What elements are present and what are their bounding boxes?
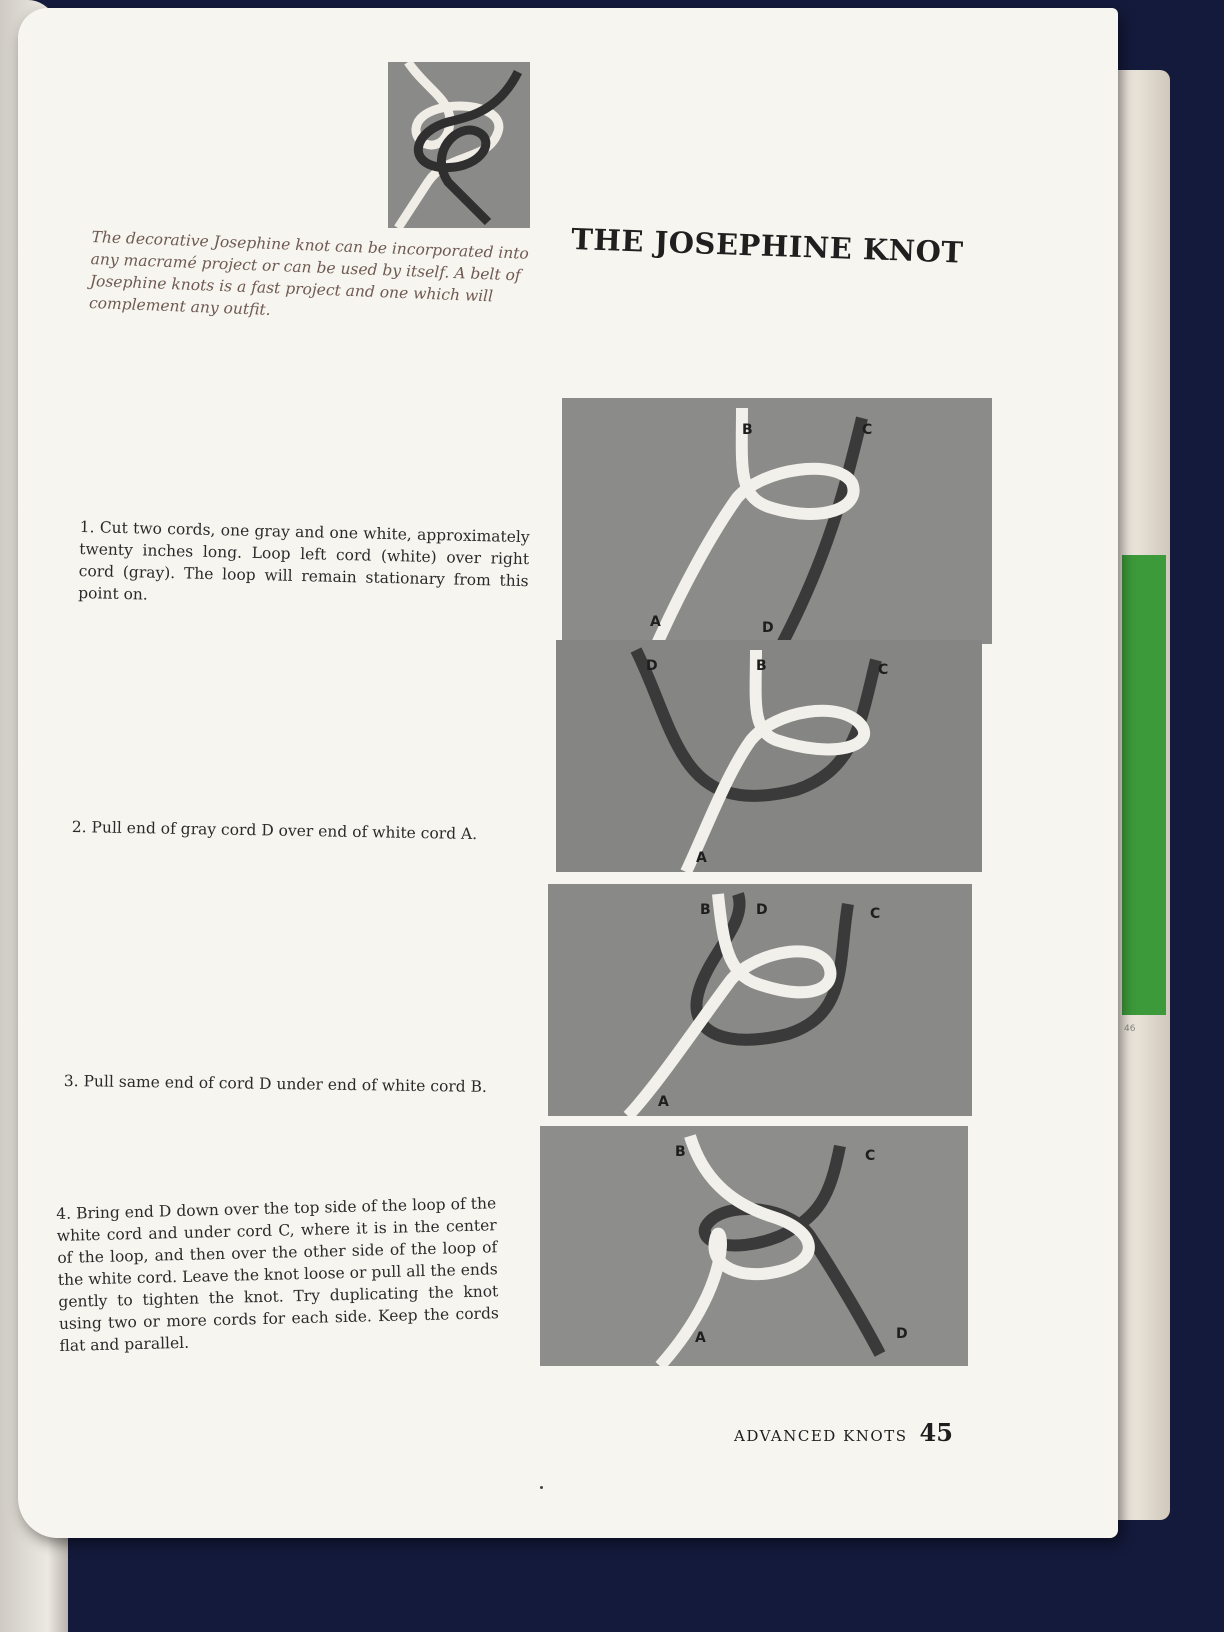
step-4-label-b: B — [675, 1144, 686, 1160]
step-3-label-b: B — [700, 902, 711, 918]
step-1-label-a: A — [650, 614, 661, 630]
page-number: 45 — [919, 1418, 953, 1447]
finished-knot-photo — [388, 62, 530, 228]
step-3-label-d: D — [756, 902, 768, 918]
step-1-label-c: C — [862, 422, 873, 438]
step-3-photo — [548, 884, 972, 1116]
step-4-photo — [540, 1126, 968, 1366]
page-footer — [734, 1418, 974, 1447]
step-4-label-d: D — [896, 1326, 908, 1342]
next-page-green-tab — [1122, 555, 1166, 1015]
page-title: THE JOSEPHINE KNOT — [570, 222, 965, 270]
step-4-label-a: A — [695, 1330, 706, 1346]
step-1-label-d: D — [762, 620, 774, 636]
step-2-photo — [556, 640, 982, 872]
page-mark — [540, 1486, 543, 1489]
step-2-label-b: B — [756, 658, 767, 674]
step-2-label-c: C — [878, 662, 889, 678]
step-3-text: 3. Pull same end of cord D under end of white cord B. — [63, 1071, 488, 1096]
step-4-label-c: C — [865, 1148, 876, 1164]
step-2-text: 2. Pull end of gray cord D over end of white cord A. — [71, 817, 478, 844]
step-2-label-a: A — [696, 850, 707, 866]
step-2-label-d: D — [646, 658, 658, 674]
footer-section-name: ADVANCED KNOTS — [734, 1427, 908, 1445]
step-1-label-b: B — [742, 422, 753, 438]
step-4-text: 4. Bring end D down over the top side of the loop of the white cord and under cord C, where it is in the center of the loop, and then over the other side of the loop of the white cord. Leave the knot loose or pull all the ends gently to tighten the knot. Try duplicating the knot using two or more cords for each side. Keep the cords flat and parallel. — [56, 1194, 500, 1355]
step-3-label-a: A — [658, 1094, 669, 1110]
step-1-photo — [562, 398, 992, 644]
step-3-label-c: C — [870, 906, 881, 922]
next-page-number: 46 — [1124, 1024, 1136, 1034]
step-1-text: 1. Cut two cords, one gray and one white, approximately twenty inches long. Loop left cord (white) over right cord (gray). The loop will remain stationary from this point on. — [78, 517, 530, 604]
intro-paragraph: The decorative Josephine knot can be incorporated into any macramé project or can be used by itself. A belt of Josephine knots is a fast project and one which will complement any outfit. — [88, 227, 530, 319]
